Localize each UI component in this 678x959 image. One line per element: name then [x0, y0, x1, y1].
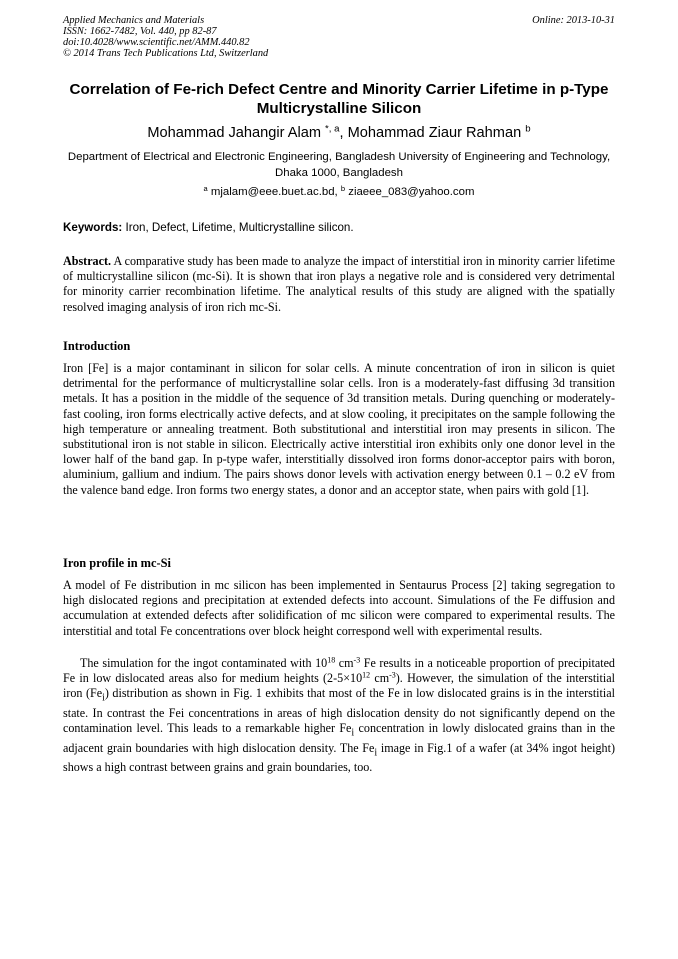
- journal-doi: doi:10.4028/www.scientific.net/AMM.440.82: [63, 37, 250, 48]
- email-a: mjalam@eee.buet.ac.bd,: [210, 186, 338, 198]
- abstract-label: Abstract.: [63, 254, 112, 268]
- email-b: ziaeee_083@yahoo.com: [348, 186, 475, 198]
- journal-issn: ISSN: 1662-7482, Vol. 440, pp 82-87: [63, 26, 217, 37]
- author-1: Mohammad Jahangir Alam: [147, 125, 321, 141]
- p2-exponent-2: -3: [353, 655, 361, 665]
- introduction-heading: Introduction: [63, 339, 131, 353]
- p2-exponent-4: -3: [389, 670, 396, 680]
- iron-profile-paragraph-1: A model of Fe distribution in mc silicon has been implemented in Sentaurus Process [2] taking segregation to high dislocated regions and precipitation at extended defects into account. Simulations of the Fe diffusion and accumulation at extended defects after solidification of mc silicon were compared to experimental results. The interstitial and total Fe concentrations over block height correspond well with experimental results.: [63, 578, 615, 638]
- p2-text-a: The simulation for the ingot contaminated with 10: [80, 656, 328, 670]
- author-1-marks: *, a: [325, 123, 340, 135]
- iron-profile-heading: Iron profile in mc-Si: [63, 556, 171, 570]
- p2-text-f: ). However, the simulation of the interstitial iron (Fe: [63, 671, 615, 701]
- online-date: Online: 2013-10-31: [532, 15, 615, 26]
- p2-text-i: image in Fig.1 of a wafer (at 34% ingot height) shows a high contrast between grains and grain boundaries, too.: [63, 740, 615, 775]
- iron-profile-paragraph-2: [63, 656, 615, 776]
- paper-title: Correlation of Fe-rich Defect Centre and Minority Carrier Lifetime in p-Type Multicrystalline Silicon: [69, 81, 609, 117]
- p2-exponent-3: 12: [362, 670, 371, 680]
- author-2: Mohammad Ziaur Rahman: [347, 125, 522, 141]
- keywords-text: Iron, Defect, Lifetime, Multicrystalline silicon.: [125, 221, 354, 234]
- p2-text-h: concentration in lowly dislocated grains than in the adjacent grain boundaries with high dislocation density. The Fe: [63, 721, 616, 755]
- affiliation: Department of Electrical and Electronic Engineering, Bangladesh University of Engineering and Technology, Dhaka 1000, Bangladesh: [67, 151, 611, 179]
- author-emails: [63, 184, 615, 200]
- p2-subscript-1: i: [102, 692, 105, 704]
- author-line: [63, 123, 615, 143]
- author-separator: ,: [339, 125, 348, 141]
- abstract: [63, 254, 615, 315]
- email-a-mark: a: [203, 183, 208, 193]
- p2-text-b: cm: [335, 656, 354, 670]
- journal-header: [63, 15, 615, 59]
- keywords: [63, 220, 615, 236]
- p2-text-e: cm: [370, 671, 390, 686]
- p2-subscript-2: i: [351, 727, 355, 739]
- keywords-label: Keywords:: [63, 221, 123, 234]
- email-b-mark: b: [340, 183, 346, 193]
- p2-text-c: Fe results in a noticeable proportion of precipitated Fe in low dislocated areas also for medium heights (2-5: [63, 656, 615, 686]
- introduction-paragraph: Iron [Fe] is a major contaminant in silicon for solar cells. A minute concentration of iron in silicon is quiet detrimental for the performance of multicrystalline solar cells. Iron is a moderately-fast diffusing 3d transition metals. It has a position in the middle of the sequence of 3d transition metals. During quenching or moderately-fast cooling, iron forms electrically active defects, and at slow cooling, it precipitates on the sample following the high temperature or annealing treatment. Both substitutional and interstitial iron may presents in silicon. The substitutional iron is not stable in silicon. Electrically active interstitial iron exhibits only one donor level in the lower half of the band gap. In p-type wafer, interstitially dissolved iron forms donor-acceptor pairs with boron, aluminium, gallium and indium. The pairs shows donor levels with activation energy between 0.1 – 0.2 eV from the valence band edge. Iron forms two energy states, a donor and an acceptor state, when pairs with gold [1].: [63, 361, 615, 497]
- abstract-text: A comparative study has been made to analyze the impact of interstitial iron in minority carrier lifetime of multicrystalline silicon (mc-Si). It is shown that iron plays a negative role and is considered very detrimental for minority carrier recombination lifetime. The analytical results of this study are aligned with the spatially resolved imaging analysis of iron rich mc-Si.: [63, 254, 615, 314]
- p2-text-d: 10: [350, 671, 363, 686]
- p2-text-g: ) distribution as shown in Fig. 1 exhibits that most of the Fe in low dislocated grains is in the interstitial state. In contrast the Fei concentrations in areas of high dislocation density do not significantly depend on the contamination level. This leads to a remarkable higher Fe: [63, 686, 615, 736]
- author-2-mark: b: [525, 123, 531, 135]
- p2-exponent-1: 18: [327, 655, 336, 665]
- p2-times-symbol: ×: [343, 671, 351, 686]
- journal-copyright: © 2014 Trans Tech Publications Ltd, Switzerland: [63, 48, 269, 59]
- journal-name: Applied Mechanics and Materials: [63, 15, 205, 26]
- p2-subscript-3: i: [374, 747, 378, 759]
